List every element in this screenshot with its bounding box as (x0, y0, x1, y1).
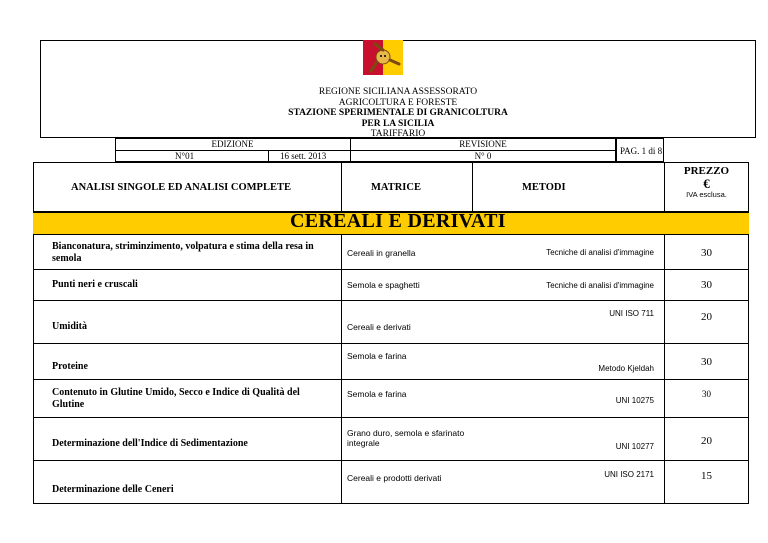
matrice-cell: Grano duro, semola e sfarinato integrale (347, 428, 465, 448)
revisione-label: REVISIONE (459, 139, 507, 149)
matrice-cell: Cereali e prodotti derivati (347, 473, 442, 483)
analisi-cell: Punti neri e cruscali (52, 279, 138, 290)
matrice-cell: Semola e farina (347, 351, 407, 361)
header-line-region: REGIONE SICILIANA ASSESSORATO (318, 87, 478, 97)
matrice-cell: Semola e farina (347, 389, 407, 399)
edizione-date: 16 sett. 2013 (280, 151, 327, 161)
metodo-cell: UNI ISO 711 (609, 308, 654, 318)
metodo-cell: UNI 10277 (615, 441, 654, 451)
trinacria-logo-icon (363, 40, 403, 75)
revisione-number: N° 0 (474, 151, 492, 161)
prezzo-cell: 15 (701, 470, 712, 482)
metodo-cell: UNI 10275 (615, 395, 654, 405)
edizione-number: N°01 (175, 151, 195, 161)
section-title: CEREALI E DERIVATI (290, 210, 506, 232)
header-line-stazione: STAZIONE SPERIMENTALE DI GRANICOLTURA (288, 108, 508, 118)
prezzo-cell: 30 (701, 279, 712, 291)
edizione-label: EDIZIONE (211, 139, 254, 149)
analisi-cell: Proteine (52, 361, 88, 372)
metodo-cell: Metodo Kjeldah (598, 363, 654, 373)
column-matrice: MATRICE (371, 182, 421, 193)
prezzo-cell: 30 (701, 246, 712, 259)
matrice-cell: Cereali e derivati (347, 322, 411, 332)
prezzo-label: PREZZO (683, 165, 730, 177)
euro-icon: € (703, 176, 710, 191)
metodo-cell: Tecniche di analisi d'immagine (546, 280, 654, 290)
matrice-cell: Cereali in granella (347, 247, 416, 258)
column-prezzo (664, 165, 749, 199)
column-analisi: ANALISI SINGOLE ED ANALISI COMPLETE (71, 182, 291, 193)
metodo-cell: UNI ISO 2171 (604, 469, 654, 479)
analisi-cell: Determinazione delle Ceneri (52, 484, 174, 495)
header-line-sicilia: PER LA SICILIA (361, 118, 435, 129)
prezzo-cell: 20 (701, 435, 712, 447)
analisi-cell: Umidità (52, 321, 87, 332)
iva-note: IVA esclusa. (686, 190, 727, 199)
header-line-assessorato: AGRICOLTURA E FORESTE (338, 97, 458, 108)
header-line-tariffario: TARIFFARIO (370, 129, 426, 139)
prezzo-cell: 20 (701, 311, 712, 323)
analisi-cell: Determinazione dell'Indice di Sedimentazione (52, 438, 248, 449)
column-metodi: METODI (522, 182, 566, 193)
metodo-cell: Tecniche di analisi d'immagine (546, 248, 654, 257)
prezzo-cell: 30 (702, 389, 711, 399)
header-text (40, 87, 756, 140)
prezzo-cell: 30 (701, 356, 712, 368)
analisi-cell: Bianconatura, striminzimento, volpatura e stima della resa in semola (52, 240, 314, 264)
page-number: PAG. 1 di 8 (620, 146, 663, 156)
matrice-cell: Semola e spaghetti (347, 280, 420, 290)
analisi-cell: Contenuto in Glutine Umido, Secco e Indice di Qualità del Glutine (52, 386, 300, 410)
